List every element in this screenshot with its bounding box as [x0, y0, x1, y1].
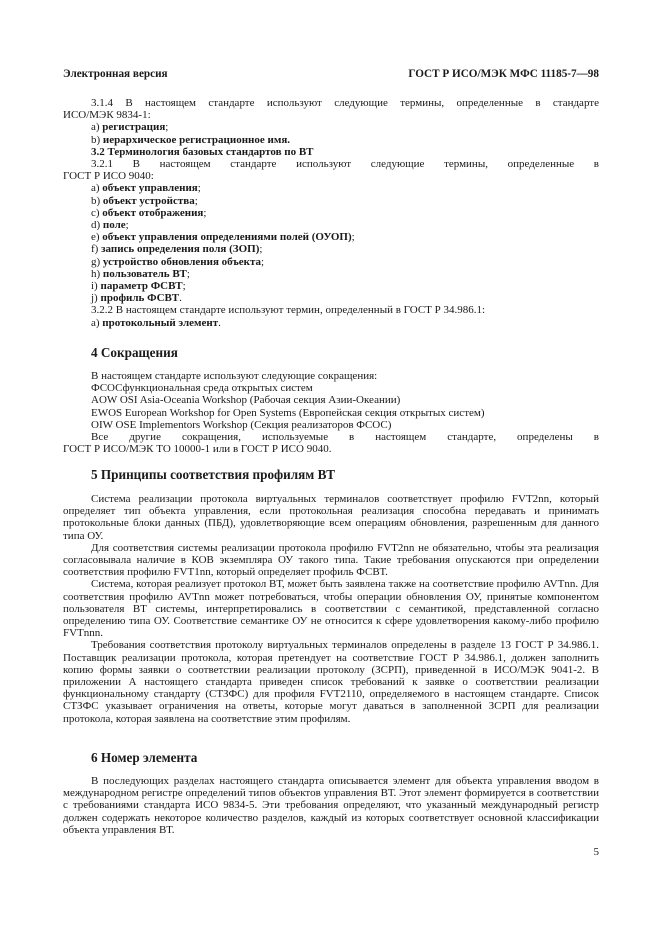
list-marker: c)	[91, 206, 100, 219]
page-number: 5	[593, 846, 599, 858]
para-3-1-4-line2: ИСО/МЭК 9834-1:	[63, 109, 151, 122]
list-marker: b)	[91, 133, 101, 146]
term-tail: ;	[182, 280, 186, 293]
list-marker: а)	[91, 316, 100, 329]
list-marker: e)	[91, 231, 100, 244]
term-tail: ;	[194, 194, 198, 207]
term: параметр ФСВТ	[100, 280, 183, 293]
para-3-2-1-line2: ГОСТ Р ИСО 9040:	[63, 170, 154, 183]
term: пользователь ВТ	[102, 267, 187, 280]
term-tail: ;	[165, 121, 169, 134]
term-tail: ;	[351, 231, 355, 244]
abbreviation-item: EWOS European Workshop for Open Systems (Европейская секция открытых систем)	[91, 406, 485, 419]
term: поле	[102, 219, 126, 232]
section-4-body	[63, 370, 599, 455]
list-item	[63, 231, 599, 243]
list-marker: b)	[91, 194, 101, 207]
list-item	[63, 268, 599, 280]
term: устройство обновления объекта	[102, 255, 262, 268]
section-5-heading: 5 Принципы соответствия профилям ВТ	[91, 467, 335, 482]
section-4-other-line2: ГОСТ Р ИСО/МЭК ТО 10000-1 или в ГОСТ Р ИСО 9040.	[63, 443, 332, 456]
list-item-a	[63, 121, 599, 133]
term: объект управления	[102, 182, 198, 195]
term-tail: .	[179, 292, 182, 305]
term: объект устройства	[102, 194, 195, 207]
term-tail: ;	[203, 206, 207, 219]
para-3-1-4-line1: 3.1.4 В настоящем стандарте используют следующие термины, определенные в стандарте	[91, 97, 599, 109]
term-tail: ;	[125, 219, 129, 232]
section-4-heading: 4 Сокращения	[91, 345, 178, 360]
term: объект управления определениями полей (ОУОП)	[102, 231, 352, 244]
header-standard-code: ГОСТ Р ИСО/МЭК МФС 11185-7—98	[408, 68, 599, 80]
term-tail: ;	[261, 255, 265, 268]
list-item	[63, 182, 599, 194]
section-5-body	[63, 493, 599, 725]
section-5-paragraph: Требования соответствия протоколу виртуальных терминалов определены в разделе 13 ГОСТ Р 34.986.1. Поставщик реализации протокола, которая претендует на соответствие ГОСТ Р 34.986.1, должен заполнить копию формы заявки о соответствии реализации протоколу (ЗСРП), приведенной в ИСО/МЭК 9041-2. В приложении А настоящего стандарта приведен список требований к заявке о соответствии реализации функциональному стандарту (СТЗФС) для профиля FVT2110, определяемого в настоящем стандарте. Список СТЗФС указывает ограничения на ответы, которые могут даваться в заполненной ЗСРП для реализации протокола, которая заявлена на соответствие этим профилям.	[63, 639, 599, 725]
abbreviation-item: OIW OSE Implementors Workshop (Секция реализаторов ФСОС)	[91, 418, 392, 431]
term-tail: ;	[197, 182, 201, 195]
term: регистрация	[102, 121, 166, 134]
list-item-b	[63, 134, 599, 146]
para-3-2-1-line1: 3.2.1 В настоящем стандарте используют следующие термины, определенные в	[91, 158, 599, 171]
term-tail: ;	[259, 243, 263, 256]
list-item	[63, 195, 599, 207]
list-item	[63, 219, 599, 231]
section-5-paragraph: Система реализации протокола виртуальных терминалов соответствует профилю FVT2nn, который определяет тип объекта управления, если протокольная реализация способна передавать и принимать протокольные блоки данных (ПБД), удовлетворяющие всем операциям обновления, разрешенным для данного типа ОУ.	[63, 493, 599, 542]
section-3-terms	[63, 97, 599, 329]
abbreviation-item: AOW OSI Asia-Oceania Workshop (Рабочая секция Азии-Океании)	[91, 394, 401, 407]
term: протокольный элемент	[102, 316, 219, 329]
list-marker: а)	[91, 121, 100, 134]
list-item	[63, 256, 599, 268]
list-marker: а)	[91, 182, 100, 195]
list-item	[63, 243, 599, 255]
term: иерархическое регистрационное имя.	[102, 133, 291, 146]
list-marker: d)	[91, 219, 101, 232]
subsection-3-2-title: 3.2 Терминология базовых стандартов по ВТ	[91, 145, 314, 158]
section-4-intro: В настоящем стандарте используют следующие сокращения:	[91, 370, 378, 382]
section-5-paragraph: Для соответствия системы реализации протокола профилю FVT2nn не обязательно, чтобы эта реализация согласовывала наличие в КОВ экземпляра ОУ такого типа. Такие требования опускаются при определении соответствия профилю FVT1nn, который определяет профиль ФСВТ.	[63, 541, 599, 579]
abbreviation-item: ФСОСфункциональная среда открытых систем	[91, 382, 313, 395]
list-item	[63, 280, 599, 292]
list-marker: h)	[91, 267, 101, 280]
list-item	[63, 317, 599, 329]
list-item	[63, 292, 599, 304]
term: профиль ФСВТ	[100, 292, 180, 305]
term: запись определения поля (ЗОП)	[101, 243, 260, 256]
section-4-other-line1: Все другие сокращения, используемые в настоящем стандарте, определены в	[91, 431, 599, 444]
list-marker: j)	[91, 292, 98, 305]
list-marker: f)	[91, 243, 99, 256]
list-marker: g)	[91, 255, 101, 268]
term-tail: ;	[186, 267, 190, 280]
term-tail: .	[218, 316, 221, 329]
section-6-body	[63, 775, 599, 836]
para-3-2-2: 3.2.2 В настоящем стандарте используют термин, определенный в ГОСТ Р 34.986.1:	[91, 304, 486, 317]
list-item	[63, 207, 599, 219]
section-6-heading: 6 Номер элемента	[91, 750, 198, 765]
section-6-paragraph: В последующих разделах настоящего стандарта описывается элемент для объекта управления вводом в международном регистре определений типов объектов управления ВТ. Этот элемент формируется в соответствии с требованиями стандарта ИСО 9834-5. Эти требования определяют, что указанный международный регистр должен содержать некоторое количество разделов, каждый из которых соответствует основной классификации объекта управления ВТ.	[63, 775, 599, 836]
header-electronic-version: Электронная версия	[63, 68, 168, 80]
term: объект отображения	[102, 206, 204, 219]
section-5-paragraph: Система, которая реализует протокол ВТ, может быть заявлена также на соответствие профилю AVTnn. Для соответствия профилю AVTnn может потребоваться, чтобы операции обновления ОУ, принятые компонентом пользователя ВТ системы, интерпретировались в соответствии с семантикой, представленной согласно определению типа ОУ. Соответствие семантике ОУ не относится к сфере удовлетворения какому-либо профилю FVTnnn.	[63, 578, 599, 640]
list-marker: i)	[91, 280, 98, 293]
